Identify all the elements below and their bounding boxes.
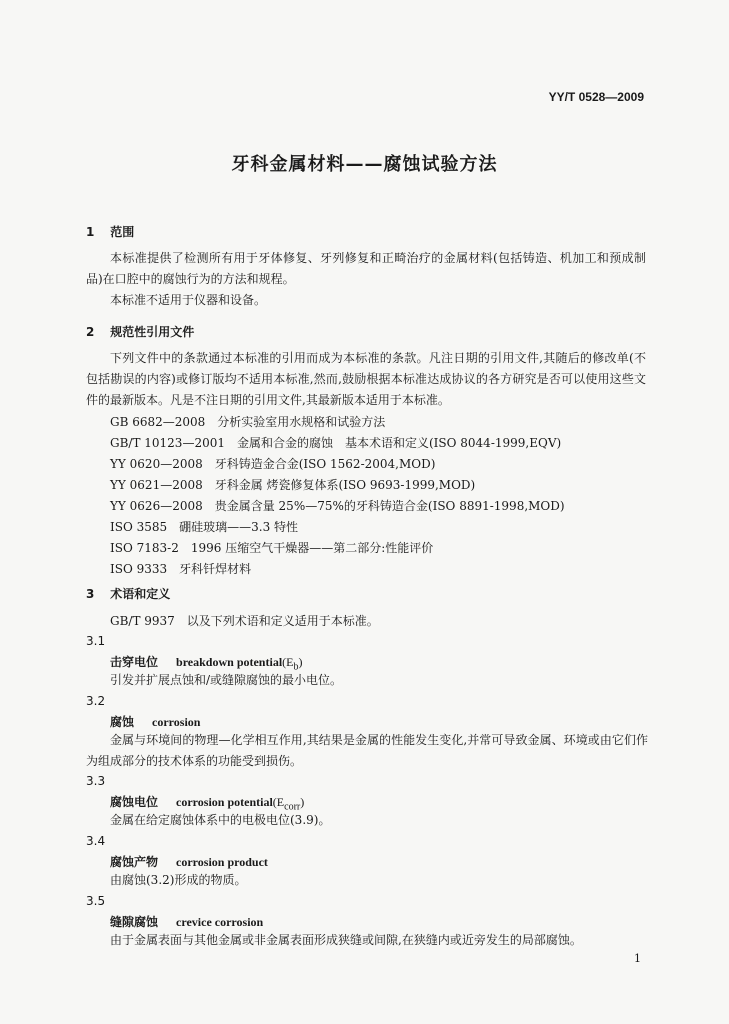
reference-item: YY 0626—2008 贵金属含量 25%—75%的牙科铸造合金(ISO 8891-1998,MOD) bbox=[110, 499, 565, 513]
section-number: 1 bbox=[86, 225, 95, 239]
page-number: 1 bbox=[634, 952, 641, 965]
section-title: 范围 bbox=[110, 225, 135, 239]
references-paragraph: 下列文件中的条款通过本标准的引用而成为本标准的条款。凡注日期的引用文件,其随后的修改单(不包括勘误的内容)或修订版均不适用本标准,然而,鼓励根据本标准达成协议的各方研究是否可以使用这些文件的最新版本。凡是不注日期的引用文件,其最新版本适用于本标准。 bbox=[86, 351, 646, 407]
term-definition: 由腐蚀(3.2)形成的物质。 bbox=[110, 873, 247, 887]
section-2-heading bbox=[86, 323, 194, 340]
terms-intro: GB/T 9937 以及下列术语和定义适用于本标准。 bbox=[110, 614, 379, 628]
term-definition: 金属在给定腐蚀体系中的电极电位(3.9)。 bbox=[110, 813, 331, 827]
clause-number: 3.3 bbox=[86, 774, 106, 788]
term-symbol: (E bbox=[282, 655, 294, 669]
term-zh: 腐蚀产物 bbox=[110, 855, 159, 869]
term-symbol: (E bbox=[272, 795, 285, 809]
term-symbol-close: ) bbox=[298, 655, 303, 669]
reference-item: ISO 9333 牙科钎焊材料 bbox=[110, 562, 252, 576]
term-en: breakdown potential bbox=[176, 655, 283, 669]
document-title: 牙科金属材料——腐蚀试验方法 bbox=[231, 154, 498, 175]
term-zh: 腐蚀电位 bbox=[110, 795, 159, 809]
term-entry bbox=[110, 853, 268, 870]
section-number: 2 bbox=[86, 325, 95, 339]
section-3-heading bbox=[86, 585, 170, 602]
reference-item: GB/T 10123—2001 金属和合金的腐蚀 基本术语和定义(ISO 8044-1999,EQV) bbox=[110, 436, 562, 450]
clause-number: 3.2 bbox=[86, 694, 106, 708]
clause-number: 3.4 bbox=[86, 834, 106, 848]
reference-item: YY 0621—2008 牙科金属 烤瓷修复体系(ISO 9693-1999,MOD) bbox=[110, 478, 476, 492]
reference-item: YY 0620—2008 牙科铸造金合金(ISO 1562-2004,MOD) bbox=[110, 457, 436, 471]
scope-exclusion: 本标准不适用于仪器和设备。 bbox=[110, 293, 267, 307]
term-entry bbox=[110, 913, 263, 930]
reference-item: ISO 7183-2 1996 压缩空气干燥器——第二部分:性能评价 bbox=[110, 541, 434, 555]
term-entry bbox=[110, 713, 200, 730]
term-symbol-subscript: corr bbox=[284, 801, 301, 813]
term-definition: 引发并扩展点蚀和/或缝隙腐蚀的最小电位。 bbox=[110, 673, 343, 687]
section-title: 术语和定义 bbox=[110, 587, 171, 601]
term-en: corrosion potential bbox=[176, 795, 273, 809]
scope-paragraph: 本标准提供了检测所有用于牙体修复、牙列修复和正畸治疗的金属材料(包括铸造、机加工和预成制品)在口腔中的腐蚀行为的方法和规程。 bbox=[86, 251, 646, 286]
term-zh: 缝隙腐蚀 bbox=[110, 915, 159, 929]
standard-code: YY/T 0528—2009 bbox=[548, 90, 644, 104]
term-en: crevice corrosion bbox=[176, 915, 264, 929]
term-definition: 金属与环境间的物理—化学相互作用,其结果是金属的性能发生变化,并常可导致金属、环境或由它们作为组成部分的技术体系的功能受到损伤。 bbox=[86, 733, 648, 768]
term-zh: 击穿电位 bbox=[110, 655, 159, 669]
term-symbol-close: ) bbox=[300, 795, 305, 809]
term-definition: 由于金属表面与其他金属或非金属表面形成狭缝或间隙,在狭缝内或近旁发生的局部腐蚀。 bbox=[110, 933, 582, 947]
term-en: corrosion product bbox=[176, 855, 268, 869]
clause-number: 3.5 bbox=[86, 894, 106, 908]
section-title: 规范性引用文件 bbox=[110, 325, 195, 339]
term-zh: 腐蚀 bbox=[110, 715, 135, 729]
reference-item: GB 6682—2008 分析实验室用水规格和试验方法 bbox=[110, 415, 386, 429]
section-number: 3 bbox=[86, 587, 95, 601]
term-en: corrosion bbox=[152, 715, 201, 729]
term-symbol-subscript: b bbox=[293, 661, 299, 673]
section-1-heading bbox=[86, 223, 134, 240]
reference-item: ISO 3585 硼硅玻璃——3.3 特性 bbox=[110, 520, 299, 534]
clause-number: 3.1 bbox=[86, 634, 106, 648]
